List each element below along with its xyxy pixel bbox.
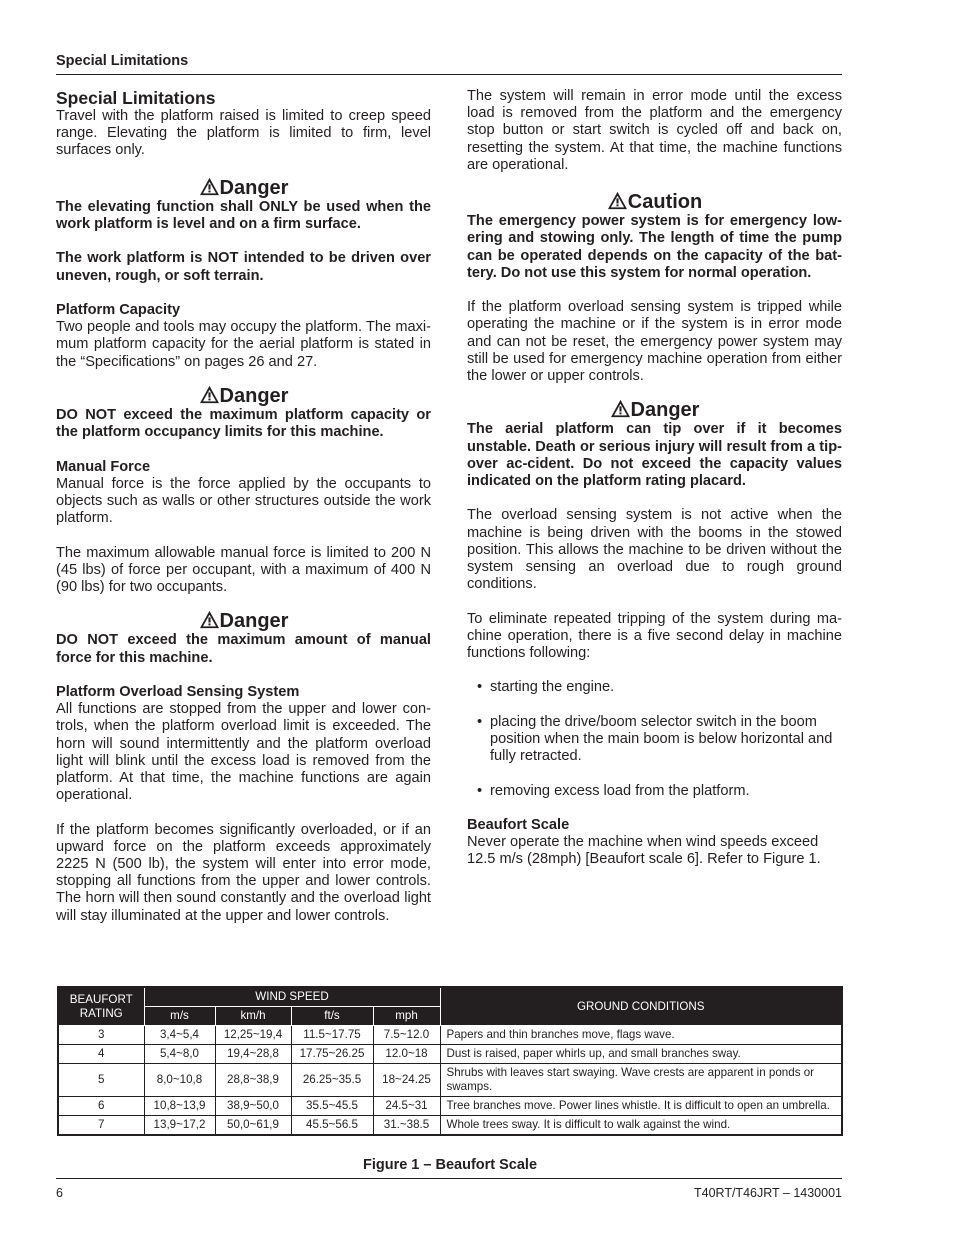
bullet-list	[467, 679, 842, 799]
cell-mph: 18~24.25	[373, 1064, 440, 1097]
cell-kmh: 50,0~61,9	[215, 1116, 291, 1136]
cell-mph: 12.0~18	[373, 1045, 440, 1064]
danger-heading	[56, 385, 431, 407]
right-column	[467, 88, 842, 886]
table-row	[58, 1045, 842, 1064]
cell-ground: Dust is raised, paper whirls up, and small branches sway.	[440, 1045, 842, 1064]
beaufort-table	[57, 986, 843, 1136]
danger-label: Danger	[219, 176, 289, 199]
table-row	[58, 1026, 842, 1045]
danger-text: DO NOT exceed the maximum amount of manual force for this machine.	[56, 632, 431, 666]
cell-rating: 3	[58, 1026, 144, 1045]
cell-kmh: 38,9~50,0	[215, 1097, 291, 1116]
caution-heading	[467, 191, 842, 213]
page-number: 6	[56, 1186, 63, 1200]
warning-triangle-icon	[199, 385, 220, 404]
left-column	[56, 88, 431, 942]
overload-paragraph: If the platform becomes significantly overloaded, or if an upward force on the platform exceeds approximately 2225 N (500 lb), the system will enter into error mode, stopping all functions from the upper and lower controls. The horn will then sound constantly and the overload light will stay illuminated at the upper and lower controls.	[56, 821, 431, 924]
cell-rating: 7	[58, 1116, 144, 1136]
running-header: Special Limitations	[56, 53, 189, 69]
list-item: • removing excess load from the platform.	[467, 783, 842, 800]
cell-rating: 4	[58, 1045, 144, 1064]
caution-text: The emergency power system is for emergency low-ering and stowing only. The length of time the pump can be operated depends on the capacity of the bat-tery. Do not use this system for normal operation.	[467, 213, 842, 281]
list-item: • placing the drive/boom selector switch in the boom position when the main boom is below horizontal and fully retracted.	[467, 714, 842, 766]
cell-mph: 7.5~12.0	[373, 1026, 440, 1045]
cell-fts: 26.25~35.5	[291, 1064, 373, 1097]
cell-fts: 17.75~26.25	[291, 1045, 373, 1064]
warning-triangle-icon	[199, 610, 220, 629]
cell-kmh: 19,4~28,8	[215, 1045, 291, 1064]
section-title: Special Limitations	[56, 88, 216, 108]
cell-ground: Papers and thin branches move, flags wave.	[440, 1026, 842, 1045]
cell-ms: 13,9~17,2	[144, 1116, 215, 1136]
table-row	[58, 1064, 842, 1097]
cell-ground: Whole trees sway. It is difficult to walk against the wind.	[440, 1116, 842, 1136]
beaufort-paragraph: Never operate the machine when wind speeds exceed 12.5 m/s (28mph) [Beaufort scale 6]. Refer to Figure 1.	[467, 834, 821, 868]
delay-paragraph: To eliminate repeated tripping of the system during ma-chine operation, there is a five second delay in machine functions following:	[467, 610, 842, 662]
cell-ms: 8,0~10,8	[144, 1064, 215, 1097]
danger-text: The elevating function shall ONLY be used when the work platform is level and on a firm surface.	[56, 198, 431, 232]
danger-heading	[56, 177, 431, 199]
danger-text: DO NOT exceed the maximum platform capacity or the platform occupancy limits for this machine.	[56, 406, 431, 441]
header-wind-speed: WIND SPEED	[144, 987, 440, 1007]
error-mode-paragraph: The system will remain in error mode until the excess load is removed from the platform and the emergency stop button or start switch is cycled off and back on, resetting the system. At that time, the machine functions are operational.	[467, 88, 842, 173]
manual-force-paragraph: Manual force is the force applied by the occupants to objects such as walls or other structures outside the work platform.	[56, 475, 431, 527]
header-unit-kmh: km/h	[215, 1007, 291, 1026]
danger-heading	[56, 610, 431, 632]
warning-triangle-icon	[610, 399, 631, 418]
danger-label: Danger	[630, 399, 700, 422]
danger-text: The work platform is NOT intended to be driven over uneven, rough, or soft terrain.	[56, 250, 431, 284]
subheading-beaufort-scale: Beaufort Scale	[467, 816, 570, 833]
warning-triangle-icon	[607, 191, 628, 210]
overload-paragraph: All functions are stopped from the upper and lower con-trols, when the platform overload limit is exceeded. The horn will sound intermittently and the platform overload light will blink until the excess load is removed from the platform. At that time, the machine functions are again operational.	[56, 701, 431, 804]
intro-paragraph: Travel with the platform raised is limited to creep speed range. Elevating the platform is limited to firm, level surfaces only.	[56, 108, 431, 159]
cell-rating: 5	[58, 1064, 144, 1097]
subheading-platform-capacity: Platform Capacity	[56, 301, 181, 318]
cell-fts: 35.5~45.5	[291, 1097, 373, 1116]
list-item: • starting the engine.	[467, 679, 842, 696]
subheading-manual-force: Manual Force	[56, 458, 151, 475]
header-unit-mph: mph	[373, 1007, 440, 1026]
cell-fts: 45.5~56.5	[291, 1116, 373, 1136]
danger-label: Danger	[219, 610, 289, 633]
header-rule	[56, 74, 842, 75]
capacity-paragraph: Two people and tools may occupy the platform. The maxi-mum platform capacity for the aerial platform is stated in the “Specifications” on pages 26 and 27.	[56, 319, 431, 370]
table-row	[58, 1097, 842, 1116]
cell-mph: 24.5~31	[373, 1097, 440, 1116]
cell-kmh: 28,8~38,9	[215, 1064, 291, 1097]
header-ground-conditions: GROUND CONDITIONS	[440, 987, 842, 1026]
stowed-paragraph: The overload sensing system is not active when the machine is being driven with the booms in the stowed position. This allows the machine to be driven without the system sensing an overload due to rough ground conditions.	[467, 507, 842, 593]
emergency-power-paragraph: If the platform overload sensing system is tripped while operating the machine or if the system is in error mode and can not be reset, the emergency power system may still be used for emergency machine operation from either the lower or upper controls.	[467, 299, 842, 385]
header-beaufort-rating: BEAUFORT RATING	[58, 987, 144, 1026]
warning-triangle-icon	[199, 177, 220, 196]
cell-ground: Tree branches move. Power lines whistle. It is difficult to open an umbrella.	[440, 1097, 842, 1116]
cell-kmh: 12,25~19,4	[215, 1026, 291, 1045]
header-unit-ms: m/s	[144, 1007, 215, 1026]
danger-text: The aerial platform can tip over if it becomes unstable. Death or serious injury will result from a tip-over ac-cident. Do not exceed the capacity values indicated on the platform rating placard.	[467, 421, 842, 490]
danger-label: Danger	[219, 384, 289, 407]
manual-force-paragraph: The maximum allowable manual force is limited to 200 N (45 lbs) of force per occupant, with a maximum of 400 N (90 lbs) for two occupants.	[56, 544, 431, 595]
figure-caption: Figure 1 – Beaufort Scale	[362, 1157, 538, 1173]
danger-heading	[467, 399, 842, 421]
header-unit-fts: ft/s	[291, 1007, 373, 1026]
table-row	[58, 1116, 842, 1136]
cell-mph: 31.~38.5	[373, 1116, 440, 1136]
cell-rating: 6	[58, 1097, 144, 1116]
cell-ms: 5,4~8,0	[144, 1045, 215, 1064]
cell-ms: 10,8~13,9	[144, 1097, 215, 1116]
subheading-overload-sensing: Platform Overload Sensing System	[56, 683, 300, 700]
cell-ms: 3,4~5,4	[144, 1026, 215, 1045]
caution-label: Caution	[627, 191, 703, 214]
footer-rule	[56, 1178, 842, 1179]
model-number: T40RT/T46JRT – 1430001	[693, 1186, 842, 1200]
cell-fts: 11.5~17.75	[291, 1026, 373, 1045]
cell-ground: Shrubs with leaves start swaying. Wave crests are apparent in ponds or swamps.	[440, 1064, 842, 1097]
